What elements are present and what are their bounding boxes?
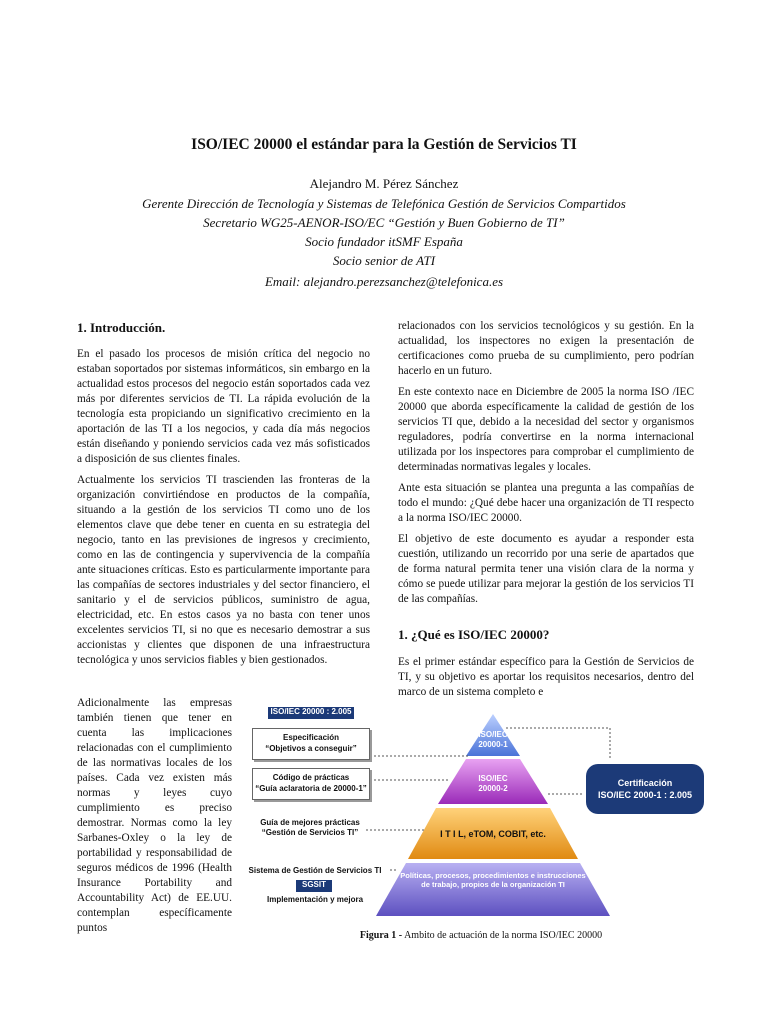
affiliation-line-2: Secretario WG25-AENOR-ISO/EC “Gestión y Buen Gobierno de TI”	[203, 215, 565, 230]
paragraph: Ante esta situación se plantea una pregunta a las compañías de todo el mundo: ¿Qué debe hacer una organización de TI respecto a la norma ISO/IEC 20000.	[398, 482, 694, 524]
caption-label: Figura 1 -	[359, 930, 403, 941]
iso-tag-label: ISO/IEC 20000 : 2.005	[268, 707, 354, 719]
code-subtitle: “Guía aclaratoria de 20000-1”	[255, 784, 367, 793]
paragraph: En este contexto nace en Diciembre de 2005 la norma ISO /IEC 20000 que aborda específicamente la calidad de gestión de los servicios TI que, debido a la necesidad del sector y organismos reguladores, podría convertirse en la norma internacional utilizada por los inspectores para comprobar el cumplimiento de determinadas normativas legales y locales.	[398, 386, 694, 473]
paragraph: relacionados con los servicios tecnológicos y su gestión. En la actualidad, los inspectores no exigen la presentación de certificaciones como prueba de su cumplimiento, pero podrían hacerlo en un futuro.	[398, 320, 694, 377]
spec-title: Especificación	[282, 733, 340, 742]
spec-subtitle: “Objetivos a conseguir”	[265, 744, 357, 753]
guide-subtitle: “Gestión de Servicios TI”	[261, 828, 359, 837]
affiliation-line-1: Gerente Dirección de Tecnología y Sistemas de Telefónica Gestión de Servicios Compartidos	[142, 196, 626, 211]
sgsit-badge: SGSIT	[296, 880, 332, 892]
right-column-body	[398, 319, 694, 613]
author-name: Alejandro M. Pérez Sánchez	[309, 176, 459, 191]
cert-title: Certificación	[617, 778, 673, 788]
cert-connector	[506, 728, 610, 759]
affiliation-line-3: Socio fundador itSMF España	[305, 234, 463, 249]
system-subtitle: Implementación y mejora	[266, 895, 364, 904]
figure-caption	[238, 930, 724, 941]
caption-text: Ambito de actuación de la norma ISO/IEC 20000	[402, 930, 603, 941]
paragraph: Actualmente los servicios TI trascienden las fronteras de la organización convirtiéndose en productos de la compañía, situando a la gestión de los servicios TI como uno de los elementos clave que debe tener en cuenta en su estrategia del negocio, tanto en las previsiones de ingresos y crecimiento, como en las de contingencia y supervivencia de la compañía ante situaciones críticas. Esto es particularmente importante para las compañías de sectores industriales y del sector financiero, el sanitario y el de servicios públicos, suministro de agua, electricidad, etc. En estos casos ya no basta con tener unos excelentes servicios TI, si no que es necesario demostrar a sus accionistas y clientes que disponen de una infraestructura tecnológica y unos servicios fiables y bien gestionados.	[77, 474, 370, 666]
system-title: Sistema de Gestión de Servicios TI	[248, 866, 382, 875]
code-box	[252, 768, 370, 800]
affiliation-line-4: Socio senior de ATI	[332, 253, 436, 268]
level-2-label: ISO/IEC 20000-2	[478, 774, 508, 793]
section-heading-intro: 1. Introducción.	[77, 320, 166, 335]
paragraph: En el pasado los procesos de misión crítica del negocio no estaban soportados por sistemas informáticos, sin embargo en la actualidad estos procesos del negocio están soportados cada vez más por diferentes servicios de TI. La rápida evolución de la tecnología esta propiciando un significativo crecimiento en la aportación de las TI a los negocios, y cada día más negocios están diseñando y poniendo servicios cada vez más sofisticados a disposición de sus clientes finales.	[77, 348, 370, 465]
cert-subtitle: ISO/IEC 2000-1 : 2.005	[597, 790, 693, 800]
certification-box	[586, 764, 704, 814]
paragraph: Adicionalmente las empresas también tienen que tener en cuenta las implicaciones relacionadas con el cumplimiento de las normativas locales de los países. Cada vez existen más normas y leyes cuyo cumplimiento es preciso demostrar. Normas como la ley Sarbanes-Oxley o la ley de portabilidad y responsabilidad de seguros médicos de 1996 (Health Insurance Portability and Accountability Act) de EE.UU. contemplan específicamente puntos	[77, 697, 232, 934]
right-column-body-2	[398, 655, 694, 706]
spec-box	[252, 728, 370, 760]
paper-title: ISO/IEC 20000 el estándar para la Gestión de Servicios TI	[191, 136, 577, 153]
author-email[interactable]: Email: alejandro.perezsanchez@telefonica.es	[264, 274, 504, 289]
guide-title: Guía de mejores prácticas	[260, 818, 360, 827]
level-3-label: I T I L, eTOM, COBIT, etc.	[440, 829, 546, 839]
figure-iso-pyramid	[238, 704, 724, 924]
left-column-wrapped-paragraph	[77, 696, 232, 942]
left-column-body	[77, 347, 370, 674]
level-4-label: Políticas, procesos, procedimientos e instrucciones de trabajo, propios de la organización TI	[400, 871, 586, 889]
section-heading-que-es: 1. ¿Qué es ISO/IEC 20000?	[398, 627, 550, 642]
code-title: Código de prácticas	[272, 773, 350, 782]
level-1-label: ISO/IEC 20000-1	[478, 730, 508, 749]
paragraph: Es el primer estándar específico para la Gestión de Servicios de TI, y su objetivo es aportar los requisitos necesarios, dentro del marco de un sistema completo e	[398, 656, 694, 698]
paragraph: El objetivo de este documento es ayudar a responder esta cuestión, utilizando un recorrido por una serie de apartados que de forma natural permita tener una visión clara de la norma y cómo se puede utilizar para mejorar la gestión de los servicios TI de las compañías.	[398, 533, 694, 605]
